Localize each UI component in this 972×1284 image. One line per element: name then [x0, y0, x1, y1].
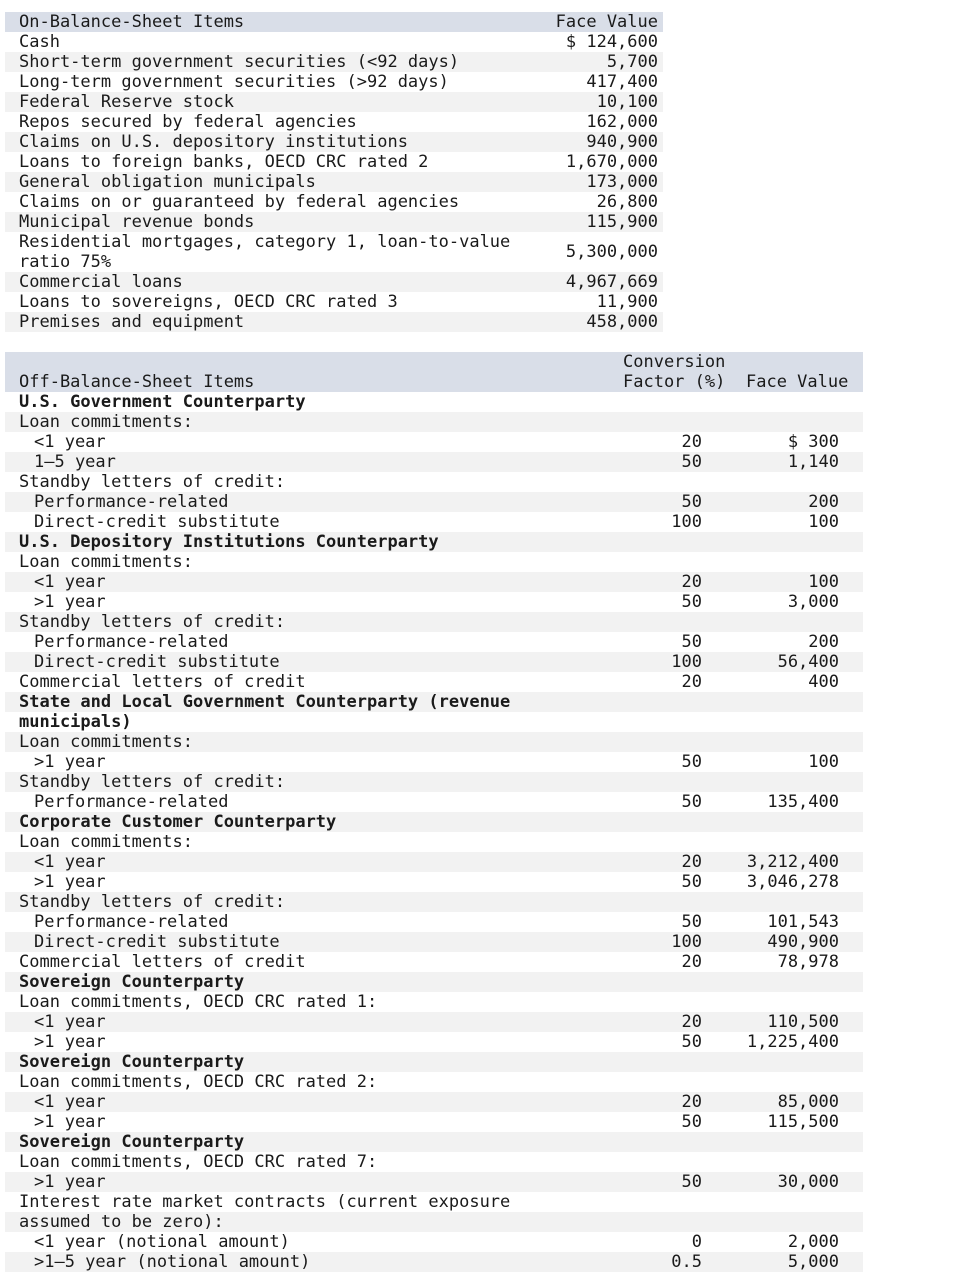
off-balance-face-value: 78,978: [777, 952, 839, 972]
off-balance-row: [5, 452, 863, 472]
conversion-factor: 20: [681, 952, 702, 972]
off-balance-row: [5, 572, 863, 592]
off-balance-item-label: Performance-related: [34, 912, 229, 932]
off-balance-row: [5, 392, 863, 412]
conversion-factor: 100: [671, 512, 702, 532]
off-balance-face-value: 56,400: [777, 652, 839, 672]
off-balance-item-label: Commercial letters of credit: [19, 952, 306, 972]
off-balance-face-value: 1,225,400: [746, 1032, 839, 1052]
off-balance-item-label: <1 year: [34, 432, 106, 452]
off-balance-item-label: Interest rate market contracts (current exposure: [19, 1192, 511, 1212]
on-balance-face-value: 940,900: [586, 132, 658, 152]
on-balance-face-value: 115,900: [586, 212, 658, 232]
off-balance-item-label: Direct-credit substitute: [34, 932, 280, 952]
off-balance-row: [5, 512, 863, 532]
off-balance-item-label: Loan commitments:: [19, 412, 193, 432]
on-balance-face-value: 1,670,000: [565, 152, 658, 172]
off-balance-item-label: Loan commitments, OECD CRC rated 1:: [19, 992, 378, 1012]
conversion-factor: 100: [671, 932, 702, 952]
conversion-factor: 20: [681, 1092, 702, 1112]
off-balance-item-label: >1 year: [34, 752, 106, 772]
off-balance-item-label: Loan commitments:: [19, 732, 193, 752]
counterparty-heading: U.S. Depository Institutions Counterparty: [19, 532, 439, 552]
on-balance-header-label: On-Balance-Sheet Items: [19, 12, 245, 32]
off-balance-header-label: Off-Balance-Sheet Items: [19, 372, 255, 392]
off-balance-row: [5, 692, 863, 712]
counterparty-heading: Corporate Customer Counterparty: [19, 812, 337, 832]
off-balance-item-label: Standby letters of credit:: [19, 772, 286, 792]
conversion-factor: 0: [691, 1232, 702, 1252]
on-balance-row: [5, 32, 663, 52]
on-balance-item-label: Residential mortgages, category 1, loan-to-value: [19, 232, 511, 252]
on-balance-header-face-value: Face Value: [555, 12, 658, 32]
off-balance-face-value: 100: [808, 512, 839, 532]
off-balance-row: [5, 792, 863, 812]
off-balance-face-value: 110,500: [767, 1012, 839, 1032]
off-balance-row: [5, 1052, 863, 1072]
off-balance-item-label: Performance-related: [34, 492, 229, 512]
off-balance-face-value: 100: [808, 752, 839, 772]
on-balance-row: [5, 132, 663, 152]
conversion-factor: 50: [681, 752, 702, 772]
off-balance-item-label: >1 year: [34, 592, 106, 612]
off-balance-row: [5, 532, 863, 552]
off-balance-item-label: >1 year: [34, 1172, 106, 1192]
conversion-factor-header-line1: Conversion: [623, 352, 726, 372]
off-balance-row: [5, 1112, 863, 1132]
off-balance-item-label: assumed to be zero):: [19, 1212, 224, 1232]
off-balance-row: [5, 592, 863, 612]
off-balance-row: [5, 492, 863, 512]
on-balance-row: [5, 192, 663, 212]
counterparty-heading: Sovereign Counterparty: [19, 972, 245, 992]
off-balance-face-value: 200: [808, 632, 839, 652]
on-balance-face-value: 417,400: [586, 72, 658, 92]
conversion-factor: 20: [681, 1012, 702, 1032]
conversion-factor: 20: [681, 672, 702, 692]
on-balance-row: [5, 152, 663, 172]
off-balance-row: [5, 1152, 863, 1172]
off-balance-face-value: 3,000: [787, 592, 839, 612]
on-balance-item-label: Loans to foreign banks, OECD CRC rated 2: [19, 152, 429, 172]
on-balance-row: [5, 272, 663, 292]
off-balance-item-label: >1 year: [34, 1032, 106, 1052]
counterparty-heading: U.S. Government Counterparty: [19, 392, 306, 412]
conversion-factor: 50: [681, 1172, 702, 1192]
on-balance-item-label: Long-term government securities (>92 days): [19, 72, 449, 92]
conversion-factor: 50: [681, 492, 702, 512]
off-balance-item-label: <1 year: [34, 852, 106, 872]
on-balance-face-value: 458,000: [586, 312, 658, 332]
off-balance-face-value: 3,212,400: [746, 852, 839, 872]
conversion-factor: 20: [681, 572, 702, 592]
off-balance-row: [5, 892, 863, 912]
off-balance-row: [5, 552, 863, 572]
off-balance-face-value: 1,140: [787, 452, 839, 472]
on-balance-item-label: Claims on or guaranteed by federal agencies: [19, 192, 460, 212]
on-balance-item-label: Claims on U.S. depository institutions: [19, 132, 408, 152]
off-balance-item-label: >1 year: [34, 872, 106, 892]
counterparty-heading: municipals): [19, 712, 132, 732]
on-balance-face-value: 162,000: [586, 112, 658, 132]
off-balance-face-value: 100: [808, 572, 839, 592]
off-balance-row: [5, 832, 863, 852]
conversion-factor-header-line2: Factor (%): [623, 372, 726, 392]
off-balance-face-value: 400: [808, 672, 839, 692]
off-balance-row: [5, 752, 863, 772]
off-balance-item-label: 1–5 year: [34, 452, 116, 472]
conversion-factor: 20: [681, 432, 702, 452]
off-balance-item-label: Direct-credit substitute: [34, 652, 280, 672]
off-balance-header: [5, 352, 863, 392]
off-balance-item-label: Loan commitments:: [19, 552, 193, 572]
counterparty-heading: Sovereign Counterparty: [19, 1132, 245, 1152]
off-balance-row: [5, 1212, 863, 1232]
off-balance-row: [5, 812, 863, 832]
off-balance-row: [5, 712, 863, 732]
conversion-factor: 50: [681, 912, 702, 932]
off-balance-item-label: Standby letters of credit:: [19, 612, 286, 632]
off-balance-item-label: <1 year (notional amount): [34, 1232, 290, 1252]
conversion-factor: 50: [681, 592, 702, 612]
on-balance-row: [5, 72, 663, 92]
counterparty-heading: State and Local Government Counterparty (revenue: [19, 692, 511, 712]
off-balance-item-label: Performance-related: [34, 792, 229, 812]
off-balance-face-value: 85,000: [777, 1092, 839, 1112]
conversion-factor: 50: [681, 1032, 702, 1052]
off-balance-face-value: 3,046,278: [746, 872, 839, 892]
conversion-factor: 50: [681, 872, 702, 892]
off-balance-row: [5, 632, 863, 652]
on-balance-face-value: 5,300,000: [565, 242, 658, 262]
off-balance-face-value: 135,400: [767, 792, 839, 812]
on-balance-face-value: 26,800: [596, 192, 658, 212]
off-balance-row: [5, 972, 863, 992]
off-balance-item-label: Direct-credit substitute: [34, 512, 280, 532]
off-balance-item-label: Loan commitments, OECD CRC rated 7:: [19, 1152, 378, 1172]
conversion-factor: 50: [681, 792, 702, 812]
off-balance-row: [5, 912, 863, 932]
off-balance-face-value: $ 300: [787, 432, 839, 452]
on-balance-face-value: 10,100: [596, 92, 658, 112]
off-balance-row: [5, 1092, 863, 1112]
off-balance-row: [5, 432, 863, 452]
on-balance-item-label: Commercial loans: [19, 272, 183, 292]
off-balance-item-label: >1 year: [34, 1112, 106, 1132]
off-balance-row: [5, 772, 863, 792]
on-balance-item-label-cont: ratio 75%: [19, 252, 112, 272]
on-balance-item-label: Repos secured by federal agencies: [19, 112, 357, 132]
off-balance-row: [5, 612, 863, 632]
on-balance-face-value: $ 124,600: [565, 32, 658, 52]
on-balance-row: [5, 52, 663, 72]
off-balance-row: [5, 1012, 863, 1032]
off-balance-item-label: <1 year: [34, 572, 106, 592]
on-balance-row: [5, 92, 663, 112]
on-balance-row: [5, 292, 663, 312]
off-balance-item-label: Standby letters of credit:: [19, 472, 286, 492]
off-balance-row: [5, 472, 863, 492]
on-balance-face-value: 173,000: [586, 172, 658, 192]
off-balance-row: [5, 952, 863, 972]
on-balance-row: [5, 212, 663, 232]
on-balance-item-label: Premises and equipment: [19, 312, 245, 332]
off-balance-item-label: <1 year: [34, 1012, 106, 1032]
off-balance-item-label: >1–5 year (notional amount): [34, 1252, 311, 1272]
off-balance-header-face-value: Face Value: [746, 372, 849, 392]
on-balance-item-label: General obligation municipals: [19, 172, 316, 192]
on-balance-row: [5, 112, 663, 132]
off-balance-face-value: 200: [808, 492, 839, 512]
off-balance-item-label: Commercial letters of credit: [19, 672, 306, 692]
on-balance-item-label: Municipal revenue bonds: [19, 212, 255, 232]
off-balance-row: [5, 652, 863, 672]
off-balance-row: [5, 1232, 863, 1252]
off-balance-row: [5, 412, 863, 432]
counterparty-heading: Sovereign Counterparty: [19, 1052, 245, 1072]
off-balance-row: [5, 1172, 863, 1192]
on-balance-header: [5, 12, 663, 32]
off-balance-item-label: Standby letters of credit:: [19, 892, 286, 912]
off-balance-row: [5, 1032, 863, 1052]
on-balance-row: [5, 232, 663, 272]
on-balance-face-value: 11,900: [596, 292, 658, 312]
off-balance-item-label: <1 year: [34, 1092, 106, 1112]
off-balance-face-value: 490,900: [767, 932, 839, 952]
conversion-factor: 20: [681, 852, 702, 872]
on-balance-face-value: 4,967,669: [565, 272, 658, 292]
on-balance-row: [5, 312, 663, 332]
on-balance-item-label: Short-term government securities (<92 days): [19, 52, 460, 72]
off-balance-row: [5, 992, 863, 1012]
on-balance-item-label: Federal Reserve stock: [19, 92, 234, 112]
off-balance-item-label: Loan commitments, OECD CRC rated 2:: [19, 1072, 378, 1092]
off-balance-face-value: 101,543: [767, 912, 839, 932]
conversion-factor: 0.5: [671, 1252, 702, 1272]
off-balance-row: [5, 1252, 863, 1272]
off-balance-face-value: 30,000: [777, 1172, 839, 1192]
conversion-factor: 100: [671, 652, 702, 672]
off-balance-face-value: 115,500: [767, 1112, 839, 1132]
conversion-factor: 50: [681, 632, 702, 652]
off-balance-face-value: 5,000: [787, 1252, 839, 1272]
off-balance-face-value: 2,000: [787, 1232, 839, 1252]
off-balance-row: [5, 1132, 863, 1152]
off-balance-row: [5, 1072, 863, 1092]
on-balance-face-value: 5,700: [606, 52, 658, 72]
on-balance-item-label: Cash: [19, 32, 60, 52]
off-balance-row: [5, 932, 863, 952]
off-balance-row: [5, 852, 863, 872]
conversion-factor: 50: [681, 452, 702, 472]
off-balance-row: [5, 672, 863, 692]
off-balance-item-label: Performance-related: [34, 632, 229, 652]
off-balance-row: [5, 1192, 863, 1212]
off-balance-row: [5, 872, 863, 892]
on-balance-item-label: Loans to sovereigns, OECD CRC rated 3: [19, 292, 398, 312]
conversion-factor: 50: [681, 1112, 702, 1132]
on-balance-row: [5, 172, 663, 192]
off-balance-row: [5, 732, 863, 752]
off-balance-item-label: Loan commitments:: [19, 832, 193, 852]
